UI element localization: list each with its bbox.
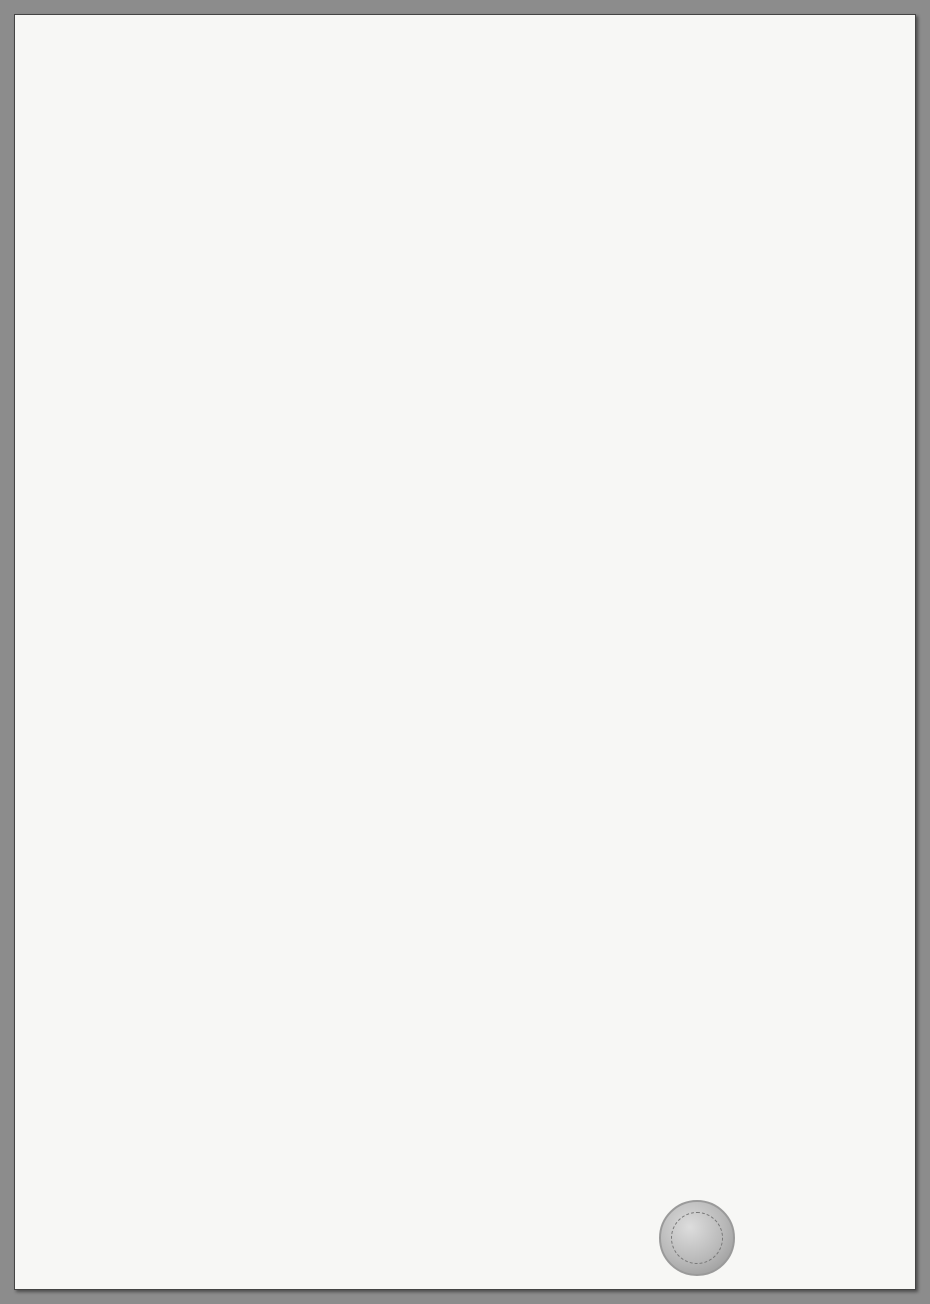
scanned-page [14, 14, 916, 1290]
society-seal [659, 1200, 735, 1276]
